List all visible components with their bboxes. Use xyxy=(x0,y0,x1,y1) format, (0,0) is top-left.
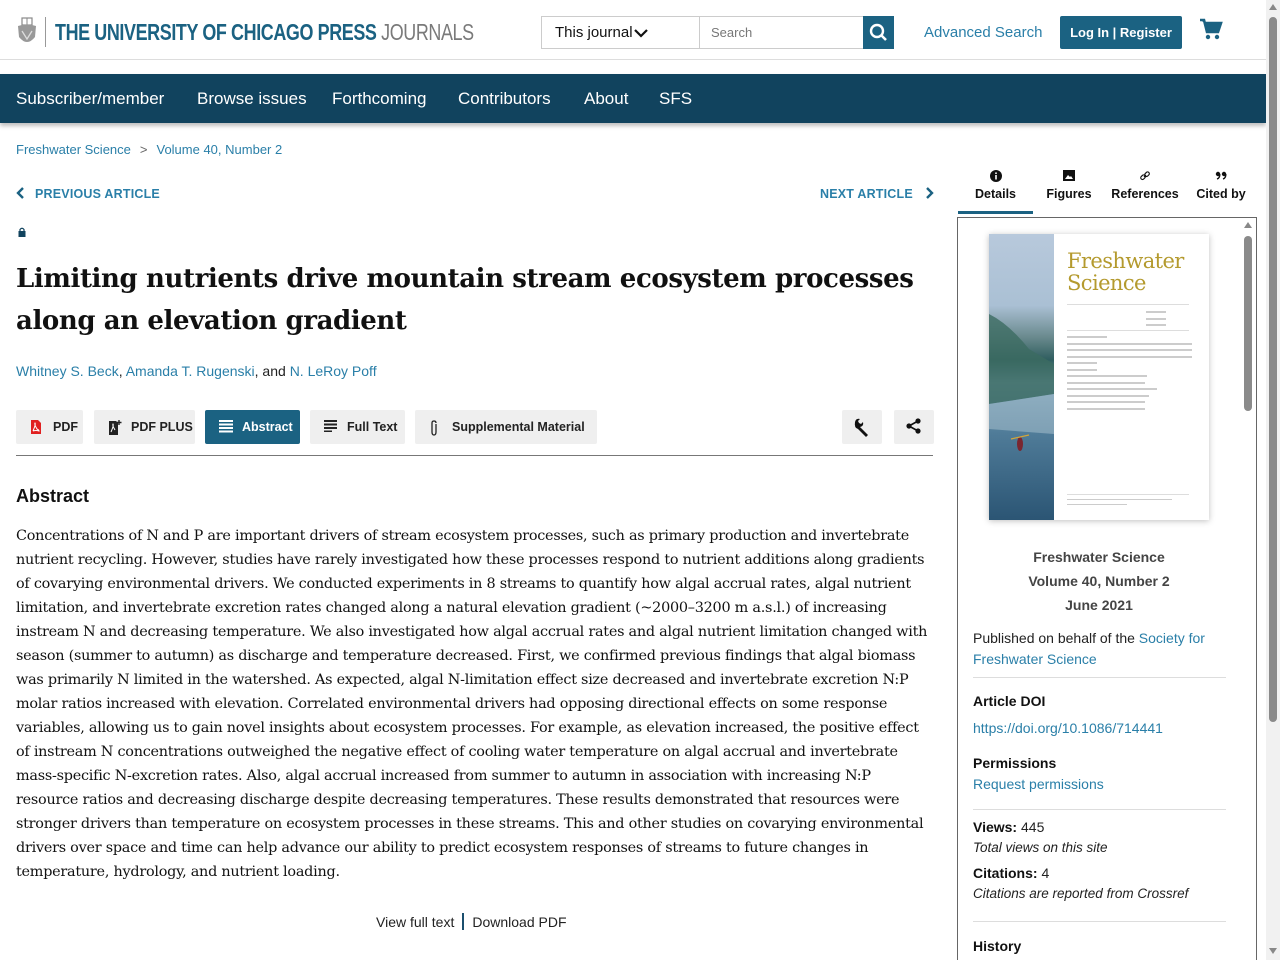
nav-contributors[interactable]: Contributors xyxy=(458,89,551,108)
author-link[interactable]: N. LeRoy Poff xyxy=(289,363,377,379)
cover-text xyxy=(1067,382,1145,384)
cover-text xyxy=(1146,311,1166,313)
panel-scrollbar[interactable] xyxy=(1241,220,1255,960)
full-text-button[interactable] xyxy=(310,410,405,444)
cover-title-line1: Freshwater xyxy=(1067,249,1184,273)
cover-title xyxy=(1067,250,1184,294)
search-scope-select[interactable] xyxy=(541,16,700,49)
history-label: History xyxy=(973,938,1022,954)
pdf-button-label: PDF xyxy=(53,420,78,434)
divider xyxy=(16,455,933,456)
breadcrumb-separator: > xyxy=(139,142,148,157)
views-note: Total views on this site xyxy=(973,840,1108,855)
search-button[interactable] xyxy=(863,16,894,49)
published-on-behalf xyxy=(973,628,1228,670)
main-nav xyxy=(0,74,1266,123)
tools-button[interactable] xyxy=(842,410,882,444)
logo-wordmark xyxy=(55,19,474,46)
scope-select-value: This journal xyxy=(555,24,633,41)
panel-scroll-thumb[interactable] xyxy=(1244,236,1252,411)
tab-references[interactable] xyxy=(1109,168,1181,201)
pdf-icon xyxy=(30,420,44,434)
breadcrumb-issue[interactable]: Volume 40, Number 2 xyxy=(156,142,283,157)
published-prefix: Published on behalf of the xyxy=(973,630,1139,646)
author-list xyxy=(16,363,377,379)
issue-info xyxy=(973,545,1225,617)
active-tab-indicator xyxy=(958,211,1033,214)
cover-text xyxy=(1067,499,1172,500)
pdf-plus-button-label: PDF PLUS xyxy=(131,420,193,434)
tab-cited-by-label: Cited by xyxy=(1196,187,1246,201)
cover-title-line2: Science xyxy=(1067,271,1146,295)
cover-text xyxy=(1067,336,1107,338)
nav-subscriber-member[interactable]: Subscriber/member xyxy=(16,89,165,108)
cover-rule xyxy=(1067,304,1189,305)
scroll-up-icon[interactable] xyxy=(1244,222,1252,228)
permissions-label: Permissions xyxy=(973,755,1057,771)
text-lines-icon xyxy=(324,420,338,434)
logo-sub-text: JOURNALS xyxy=(381,18,474,45)
cover-text xyxy=(1067,356,1192,358)
quote-icon xyxy=(1215,170,1227,182)
author-separator: , and xyxy=(254,363,290,379)
chevron-down-icon xyxy=(634,22,648,43)
tab-cited-by[interactable] xyxy=(1191,168,1251,201)
cover-rule xyxy=(1067,330,1189,331)
nav-about[interactable]: About xyxy=(584,89,629,108)
author-link[interactable]: Whitney S. Beck xyxy=(16,363,119,379)
page-scrollbar[interactable] xyxy=(1266,0,1280,960)
paperclip-icon xyxy=(429,420,443,434)
nav-sfs[interactable]: SFS xyxy=(659,89,693,108)
nav-forthcoming[interactable]: Forthcoming xyxy=(332,89,427,108)
image-icon xyxy=(1063,170,1075,182)
tab-figures[interactable] xyxy=(1038,168,1100,201)
pdf-button[interactable] xyxy=(16,410,83,444)
logo-main-text: THE UNIVERSITY OF CHICAGO PRESS xyxy=(55,18,377,45)
views-value: 445 xyxy=(1021,819,1045,835)
journal-name: Freshwater Science xyxy=(1033,549,1165,565)
previous-article-label: PREVIOUS ARTICLE xyxy=(35,187,160,201)
lock-icon xyxy=(18,224,26,234)
supplemental-button-label: Supplemental Material xyxy=(452,420,585,434)
search-icon xyxy=(863,16,894,49)
link-icon xyxy=(1139,170,1151,182)
scroll-down-icon[interactable] xyxy=(1269,948,1277,954)
abstract-text: Concentrations of N and P are important drivers of stream ecosystem processes, such as primary production and invertebrate nutrient recycling. However, studies have rarely investigated how these processes respond to nutrient additions along gradients of covarying environmental drivers. We conducted experiments in 8 streams to quantify how algal accrual rates, algal nutrient limitation, and invertebrate excretion rates changed along a natural elevation gradient (~2000–3200 m a.s.l.) of increasing instream N and decreasing temperature. We also investigated how algal accrual rates and algal nutrient limitation changed with season (summer to autumn) as discharge and temperature decreased. First, we confirmed previous findings that algal biomass was primarily N limited in the watershed. As expected, algal N-limitation effect size decreased and invertebrate excretion N:P molar ratios increased with elevation. Correlated environmental drivers had opposing directional effects on some response variables, allowing us to gain novel insights about ecosystem processes. For example, as elevation increased, the positive effect of instream N concentrations outweighed the negative effect of cooling water temperature on algal accrual and invertebrate mass-specific N-excretion rates. Also, algal accrual increased from summer to autumn in association with increasing N:P resource ratios and decreasing discharge despite decreasing temperatures. These results demonstrated that resources were stronger drivers than temperature on ecosystem processes in these streams. This and other studies on covarying environmental drivers over space and time can help advance our ability to predict ecosystem responses of streams to future changes in temperature, hydrology, and nutrient loading. xyxy=(16,528,928,880)
cover-photo xyxy=(989,234,1054,520)
cover-text xyxy=(1067,504,1127,505)
issue-volume: Volume 40, Number 2 xyxy=(1028,573,1170,589)
cover-text xyxy=(1067,401,1145,403)
cover-text xyxy=(1067,343,1192,345)
full-text-button-label: Full Text xyxy=(347,420,398,434)
chevron-left-icon xyxy=(16,185,35,202)
cover-rule xyxy=(1067,494,1189,495)
citations-stat xyxy=(973,865,1049,881)
divider xyxy=(973,677,1226,678)
author-link[interactable]: Amanda T. Rugenski xyxy=(125,363,255,379)
cover-text xyxy=(1067,362,1097,364)
previous-article-link[interactable] xyxy=(16,185,160,202)
info-icon xyxy=(990,170,1002,182)
article-title: Limiting nutrients drive mountain stream ecosystem processes along an elevation gradient xyxy=(16,264,914,336)
tab-details[interactable] xyxy=(958,168,1033,201)
cover-text xyxy=(1146,318,1166,320)
share-icon xyxy=(894,410,934,444)
next-article-label: NEXT ARTICLE xyxy=(820,187,913,201)
pdf-plus-icon xyxy=(108,420,122,434)
supplemental-material-button[interactable] xyxy=(415,410,597,444)
sidebar-tabs xyxy=(958,168,1258,212)
cover-text xyxy=(1067,388,1157,390)
cover-text xyxy=(1146,324,1166,326)
citations-note: Citations are reported from Crossref xyxy=(973,886,1189,901)
view-full-text-link[interactable]: View full text xyxy=(376,914,455,930)
page-scroll-thumb[interactable] xyxy=(1269,17,1277,722)
cover-text xyxy=(1067,369,1097,371)
logo-divider xyxy=(45,17,46,47)
citations-label: Citations: xyxy=(973,865,1038,881)
author-separator: , xyxy=(118,363,126,379)
next-article-link[interactable] xyxy=(820,185,934,202)
chevron-right-icon xyxy=(913,185,934,202)
cover-text xyxy=(1067,375,1147,377)
request-permissions-link[interactable]: Request permissions xyxy=(973,776,1104,792)
divider xyxy=(973,809,1226,810)
pdf-plus-button[interactable] xyxy=(94,410,195,444)
abstract-heading: Abstract xyxy=(16,486,90,506)
breadcrumb-journal[interactable]: Freshwater Science xyxy=(16,142,131,157)
advanced-search-link[interactable]: Advanced Search xyxy=(924,24,1043,41)
views-stat xyxy=(973,819,1044,835)
society-link[interactable]: Society for Freshwater Science xyxy=(973,630,1205,667)
journal-cover-image[interactable] xyxy=(989,234,1209,520)
wrench-icon xyxy=(842,410,882,444)
doi-link[interactable]: https://doi.org/10.1086/714441 xyxy=(973,720,1163,736)
download-pdf-link[interactable]: Download PDF xyxy=(472,914,567,930)
share-button[interactable] xyxy=(894,410,934,444)
search-input[interactable] xyxy=(700,16,864,49)
tab-details-label: Details xyxy=(975,187,1016,201)
tab-references-label: References xyxy=(1111,187,1179,201)
issue-date: June 2021 xyxy=(1065,597,1133,613)
abstract-button-label: Abstract xyxy=(242,420,293,434)
cover-text xyxy=(1067,395,1149,397)
link-divider xyxy=(462,913,464,930)
nav-browse-issues[interactable]: Browse issues xyxy=(197,89,307,108)
site-logo[interactable] xyxy=(16,16,592,48)
cover-text xyxy=(1067,408,1145,410)
breadcrumb xyxy=(16,142,282,157)
divider xyxy=(973,921,1226,922)
list-icon xyxy=(219,420,233,434)
site-header xyxy=(0,0,1266,60)
views-label: Views: xyxy=(973,819,1018,835)
cover-text xyxy=(1067,349,1192,351)
search-placeholder: Search xyxy=(711,25,753,40)
abstract-button[interactable] xyxy=(205,410,300,444)
bottom-links xyxy=(376,913,567,930)
scroll-up-icon[interactable] xyxy=(1269,4,1277,10)
login-register-button[interactable]: Log In | Register xyxy=(1060,16,1182,49)
doi-label: Article DOI xyxy=(973,693,1046,709)
university-seal-icon xyxy=(16,17,38,47)
shopping-cart-icon[interactable] xyxy=(1198,17,1224,43)
citations-value: 4 xyxy=(1041,865,1050,881)
tab-figures-label: Figures xyxy=(1046,187,1092,201)
